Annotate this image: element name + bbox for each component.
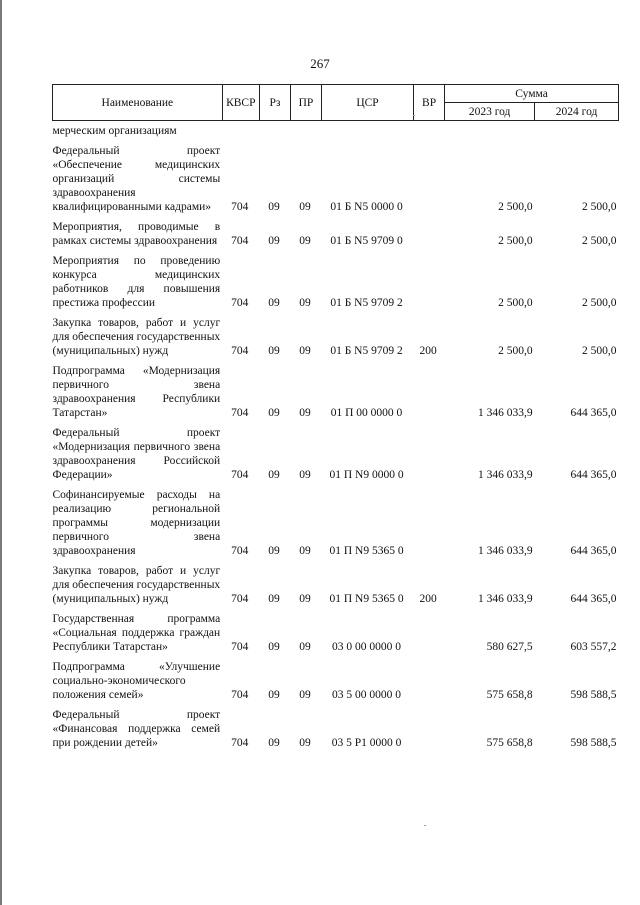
row-kvsr: 704 (231, 545, 249, 557)
row-rz: 09 (268, 297, 280, 309)
table-row (53, 609, 619, 657)
row-pr: 09 (299, 593, 311, 605)
row-kvsr: 704 (231, 641, 249, 653)
table-row (53, 217, 619, 251)
row-name: Закупка товаров, работ и услуг для обеспечения государственных (муниципальных) нужд (52, 317, 221, 357)
row-vr (414, 423, 445, 485)
row-sum-2023: 2 500,0 (498, 345, 533, 357)
table-row (53, 561, 619, 609)
row-vr (414, 251, 445, 313)
table-row (53, 313, 619, 361)
row-kvsr: 704 (231, 689, 249, 701)
header-kvsr: КВСР (222, 85, 259, 121)
scan-speck (413, 115, 415, 116)
row-pr: 09 (299, 235, 311, 247)
row-csr: 01 П N9 5365 0 (329, 593, 404, 605)
header-2024: 2024 год (535, 103, 619, 121)
continuation-text: мерческим организациям (52, 125, 177, 137)
row-vr (414, 705, 445, 753)
row-sum-2024: 2 500,0 (582, 235, 617, 247)
row-rz: 09 (268, 469, 280, 481)
row-rz: 09 (268, 201, 280, 213)
row-name: Подпрограмма «Улучшение социально-экономического положения семей» (52, 661, 221, 701)
row-sum-2023: 1 346 033,9 (477, 593, 533, 605)
table-row (53, 485, 619, 561)
table-header (53, 85, 619, 121)
row-rz: 09 (268, 689, 280, 701)
table-row (53, 251, 619, 313)
row-csr: 03 5 00 0000 0 (332, 689, 402, 701)
row-kvsr: 704 (231, 593, 249, 605)
row-pr: 09 (299, 545, 311, 557)
row-sum-2023: 1 346 033,9 (477, 469, 533, 481)
row-csr: 01 П 00 0000 0 (330, 407, 403, 419)
row-rz: 09 (268, 641, 280, 653)
row-csr: 01 Б N5 9709 2 (330, 297, 403, 309)
row-vr (414, 361, 445, 423)
row-kvsr: 704 (231, 407, 249, 419)
row-csr: 01 Б N5 0000 0 (330, 201, 403, 213)
table-row (53, 657, 619, 705)
header-vr: ВР (414, 85, 445, 121)
row-csr: 03 0 00 0000 0 (332, 641, 402, 653)
row-sum-2024: 644 365,0 (570, 469, 617, 481)
row-sum-2023: 2 500,0 (498, 201, 533, 213)
budget-table (52, 84, 619, 753)
row-name: Федеральный проект «Обеспечение медицинских организаций системы здравоохранения квалифицированными кадрами» (52, 145, 221, 213)
row-csr: 01 Б N5 9709 0 (330, 235, 403, 247)
row-sum-2024: 2 500,0 (582, 201, 617, 213)
continuation-row (53, 121, 619, 142)
table-row (53, 705, 619, 753)
row-sum-2024: 2 500,0 (582, 345, 617, 357)
row-sum-2024: 598 588,5 (570, 689, 617, 701)
row-sum-2023: 1 346 033,9 (477, 407, 533, 419)
row-name: Федеральный проект «Финансовая поддержка семей при рождении детей» (52, 709, 221, 749)
row-vr: 200 (419, 345, 437, 357)
row-kvsr: 704 (231, 345, 249, 357)
row-pr: 09 (299, 345, 311, 357)
row-sum-2024: 598 588,5 (570, 737, 617, 749)
row-name: Мероприятия по проведению конкурса медицинских работников для повышения престижа профессии (52, 255, 221, 309)
row-rz: 09 (268, 545, 280, 557)
row-kvsr: 704 (231, 201, 249, 213)
row-rz: 09 (268, 407, 280, 419)
row-pr: 09 (299, 737, 311, 749)
row-pr: 09 (299, 201, 311, 213)
row-rz: 09 (268, 593, 280, 605)
row-pr: 09 (299, 297, 311, 309)
row-vr (414, 141, 445, 217)
row-vr (414, 485, 445, 561)
scan-left-edge (0, 0, 2, 905)
header-rz: Рз (259, 85, 290, 121)
row-kvsr: 704 (231, 235, 249, 247)
table-body (53, 121, 619, 754)
row-sum-2024: 644 365,0 (570, 545, 617, 557)
row-sum-2023: 575 658,8 (486, 689, 533, 701)
row-vr (414, 657, 445, 705)
table-row (53, 361, 619, 423)
row-vr (414, 609, 445, 657)
row-pr: 09 (299, 469, 311, 481)
row-sum-2023: 575 658,8 (486, 737, 533, 749)
row-rz: 09 (268, 235, 280, 247)
header-pr: ПР (290, 85, 321, 121)
row-name: Подпрограмма «Модернизация первичного звена здравоохранения Республики Татарстан» (52, 365, 221, 419)
row-name: Мероприятия, проводимые в рамках системы здравоохранения (52, 221, 221, 247)
row-vr: 200 (419, 593, 437, 605)
row-kvsr: 704 (231, 469, 249, 481)
table-row (53, 141, 619, 217)
header-csr: ЦСР (321, 85, 413, 121)
row-kvsr: 704 (231, 737, 249, 749)
row-name: Государственная программа «Социальная поддержка граждан Республики Татарстан» (52, 613, 221, 653)
row-sum-2023: 1 346 033,9 (477, 545, 533, 557)
row-rz: 09 (268, 737, 280, 749)
row-sum-2023: 2 500,0 (498, 235, 533, 247)
scan-speck (424, 825, 426, 826)
row-sum-2023: 2 500,0 (498, 297, 533, 309)
row-sum-2024: 603 557,2 (570, 641, 617, 653)
row-sum-2024: 644 365,0 (570, 593, 617, 605)
row-csr: 01 Б N5 9709 2 (330, 345, 403, 357)
row-csr: 01 П N9 5365 0 (329, 545, 404, 557)
row-rz: 09 (268, 345, 280, 357)
row-name: Федеральный проект «Модернизация первичного звена здравоохранения Российской Федерации» (52, 427, 221, 481)
header-name: Наименование (53, 85, 223, 121)
page-number: 267 (310, 56, 330, 71)
row-name: Софинансируемые расходы на реализацию региональной программы модернизации первичного звена здравоохранения (52, 489, 221, 557)
row-vr (414, 217, 445, 251)
row-csr: 03 5 P1 0000 0 (331, 737, 402, 749)
row-csr: 01 П N9 0000 0 (329, 469, 404, 481)
row-pr: 09 (299, 407, 311, 419)
row-sum-2024: 644 365,0 (570, 407, 617, 419)
row-sum-2023: 580 627,5 (486, 641, 533, 653)
row-sum-2024: 2 500,0 (582, 297, 617, 309)
header-sum: Сумма (445, 85, 619, 103)
row-pr: 09 (299, 689, 311, 701)
row-kvsr: 704 (231, 297, 249, 309)
header-2023: 2023 год (445, 103, 535, 121)
table-row (53, 423, 619, 485)
row-name: Закупка товаров, работ и услуг для обеспечения государственных (муниципальных) нужд (52, 565, 221, 605)
row-pr: 09 (299, 641, 311, 653)
